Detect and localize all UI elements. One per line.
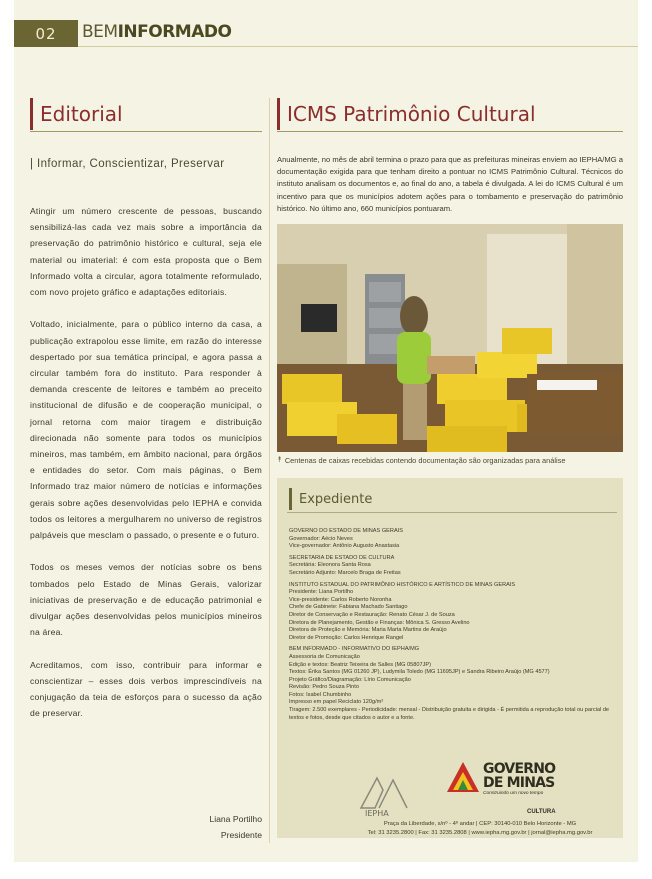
expediente-line: Secretária: Eleonora Santa Rosa [289,562,371,569]
address [277,820,623,838]
expediente-line: Impresso em papel Reciclato 120g/m² [289,699,384,706]
expediente-block [289,528,613,551]
expediente-title: Expediente [289,488,613,510]
expediente-line: Governador: Aécio Neves [289,535,353,542]
photo-illustration [277,224,623,452]
editorial-subtitle: | Informar, Conscientizar, Preservar [30,158,225,170]
expediente-line: Projeto Gráfico/Diagramação: Lírio Comunicação [289,676,411,683]
title-rule [287,512,617,513]
photo-boxes [277,224,623,452]
brand-part-1: BEM [82,22,118,42]
address-line: Tel: 31 3235.2800 | Fax: 31 3235.2808 | www.iepha.mg.gov.br | jornal@iepha.mg.gov.br [367,830,593,837]
page-header [14,0,638,52]
address-line: Praça da Liberdade, s/nº - 4º andar | CEP: 30140-010 Belo Horizonte - MG [383,821,577,828]
page-number: 02 [14,20,78,47]
expediente-line: Textos: Érika Santos (MG 01260 JP), Ludymila Toledo (MG 11695JP) e Sandra Ribeiro Araújo (MG 4577) [289,669,550,676]
governo-title-line1: GOVERNO [483,761,556,778]
expediente-line: Secretário Adjunto: Marcelo Braga de Freitas [289,569,401,576]
logos-footer [277,758,623,838]
signature-name: Liana Portilho [209,814,262,824]
icms-column [277,98,623,838]
page [14,0,638,862]
iepha-logo-text: IEPHA [365,809,389,819]
expediente-line: Vice-presidente: Carlos Roberto Noronha [289,596,392,603]
photo-caption [277,455,623,465]
column-divider [269,98,270,843]
governo-minas-logo [445,760,583,816]
expediente-line: Diretora de Proteção e Memória: Maria Marta Martins de Araújo [289,627,447,634]
expediente-line: Assessoria de Comunicação [289,653,360,660]
editorial-title: Editorial [30,98,262,130]
expediente-line: SECRETARIA DE ESTADO DE CULTURA [289,554,395,561]
expediente-block [289,582,613,643]
editorial-body [30,203,262,721]
expediente-line: Diretor de Conservação e Restauração: Renato César J. de Souza [289,611,455,618]
expediente-line: GOVERNO DO ESTADO DE MINAS GERAIS [289,528,403,535]
expediente-line: Edição e textos: Beatriz Teixeira de Salles (MG 05807JP) [289,661,431,668]
editorial-paragraph: Todos os meses vemos der notícias sobre os bens tombados pelo Estado de Minas Gerais, valorizar iniciativas de preservação e de educação patrimonial e divulgar ações desenvolvidas pelos municípios mineiros na área. [30,562,262,638]
governo-slogan: Construindo um novo tempo [483,791,544,797]
expediente-line: Diretora de Planejamento, Gestão e Finanças: Mônica S. Gresso Avelino [289,619,470,626]
brand-part-2: INFORMADO [117,22,232,42]
governo-cultura: CULTURA [527,809,556,816]
expediente-line: Vice-governador: Antônio Augusto Anastasia [289,543,400,550]
expediente-line: Fotos: Isabel Chumbinho [289,691,352,698]
brand-logo [82,22,231,42]
signature-role: Presidente [220,830,262,840]
expediente-line: Diretor de Promoção: Carlos Henrique Rangel [289,634,404,641]
expediente-line: Revisão: Pedro Souza Pinto [289,684,359,691]
editorial-paragraph: Acreditamos, com isso, contribuir para informar e conscientizar – esses dois verbos imprescindíveis na conjugação da teia de esforços para o sucesso da ação de preservar. [30,659,262,719]
icms-title: ICMS Patrimônio Cultural [277,98,623,130]
expediente-block [289,555,613,578]
caption-marker-icon: ⯭ [277,455,282,465]
title-rule [30,131,262,132]
title-rule [277,131,623,132]
expediente-line: Chefe de Gabinete: Fabiana Machado Santiago [289,604,408,611]
caption-text: Centenas de caixas recebidas contendo documentação são organizadas para análise [284,455,566,465]
expediente-body [289,528,613,722]
triangle-logo-icon [445,760,481,794]
expediente-line: BEM INFORMADO - INFORMATIVO DO IEPHA/MG [289,646,420,653]
editorial-column [30,98,262,848]
editorial-paragraph: Atingir um número crescente de pessoas, buscando sensibilizá-las cada vez mais sobre a importância da preservação do patrimônio histórico e cultural, seja ele material ou imaterial: é com esta proposta que o Bem Informado volta a circular, agora totalmente reformulado, com novo projeto gráfico e adaptações editoriais. [30,206,262,298]
governo-title [483,762,555,790]
governo-title-line2: DE MINAS [483,775,555,792]
expediente-line: Presidente: Liana Portilho [289,589,354,596]
expediente-box [277,478,623,838]
expediente-line: Tiragem: 2.500 exemplares - Periodicidade: mensal - Distribuição gratuita e dirigida - É permitida a reprodução total ou parcial de textos e fotos, desde que citados o autor e a fonte. [289,707,610,721]
expediente-line: INSTITUTO ESTADUAL DO PATRIMÔNIO HISTÓRICO E ARTÍSTICO DE MINAS GERAIS [289,581,516,588]
icms-intro: Anualmente, no mês de abril termina o prazo para que as prefeituras mineiras enviem ao IEPHA/MG a documentação exigida para que tenham direito a pontuar no ICMS Patrimônio Cultural. Técnicos do instituto analisam os documentos e, ao final do ano, a tabela é divulgada. A lei do ICMS Cultural é um incentivo para que os municípios adotem ações para o tombamento e preservação do patrimônio histórico. No último ano, 660 municípios pontuaram. [277,155,623,213]
editorial-paragraph: Voltado, inicialmente, para o público interno da casa, a publicação extrapolou esse limite, em razão do interesse despertado por sua temática principal, e agora passa a circular também fora do instituto. Para responder à demanda crescente de leitores e também ao preceito institucional de difusão e de cooperação municipal, o jornal retorna com maior tiragem e distribuição direcionada não somente para todos os municípios mineiros, mas também, em âmbito nacional, para órgãos e entidades do setor. Com mais páginas, o Bem Informado traz maior número de notícias e informações gerais sobre ações desenvolvidas pelo IEPHA e convida todos os leitores a mergulharem no universo de registros palpáveis que mesclam o passado, o presente e o futuro. [30,319,262,541]
expediente-block [289,646,613,722]
header-rule [78,46,638,47]
iepha-logo [353,772,413,818]
signature [209,811,262,843]
